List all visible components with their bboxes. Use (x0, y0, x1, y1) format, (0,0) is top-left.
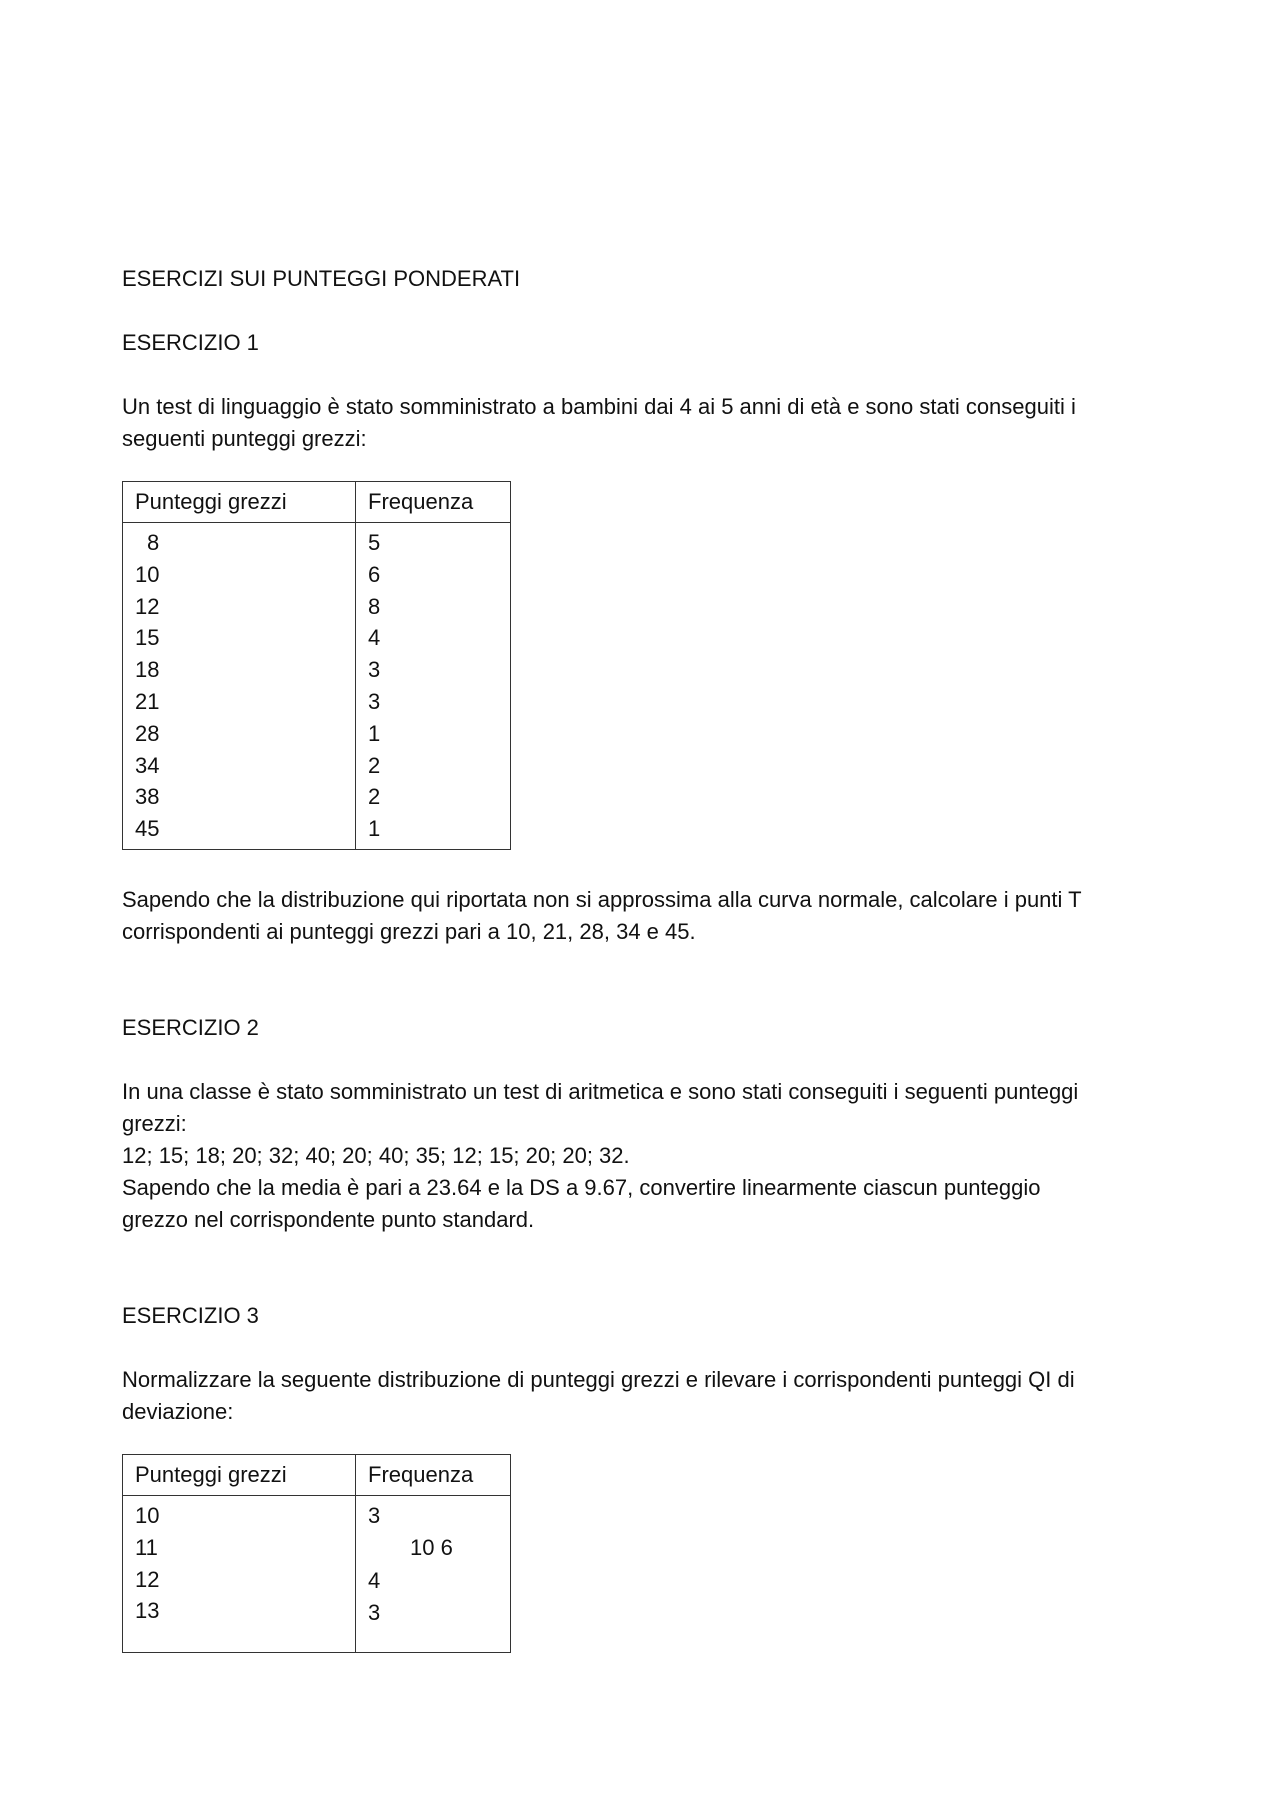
score-value: 34 (135, 752, 160, 778)
frequency-value: 10 6 (410, 1535, 453, 1561)
frequency-value: 3 (368, 688, 381, 714)
column-header-frequency: Frequenza (356, 482, 511, 523)
frequency-value: 2 (368, 784, 381, 810)
exercise-1-table (122, 481, 511, 850)
frequency-value: 5 (368, 530, 381, 555)
exercise-2-heading: ESERCIZIO 2 (122, 1014, 259, 1040)
score-value: 10 (135, 561, 160, 587)
exercise-1-intro-line-1: Un test di linguaggio è stato somministrato a bambini dai 4 ai 5 anni di età e sono stati conseguiti i (122, 394, 1076, 419)
table-header-row (123, 1454, 511, 1495)
table-body-row (123, 523, 511, 850)
exercise-1-heading: ESERCIZIO 1 (122, 330, 259, 355)
score-value: 10 (135, 1502, 160, 1528)
frequency-cell (356, 1495, 511, 1652)
exercise-2-line-2: grezzi: (122, 1110, 187, 1136)
frequency-value: 1 (368, 720, 381, 746)
score-value: 12 (135, 593, 160, 619)
frequency-value: 4 (368, 625, 381, 651)
score-value: 15 (135, 625, 160, 651)
exercise-3-heading: ESERCIZIO 3 (122, 1302, 259, 1328)
score-value: 13 (135, 1598, 160, 1624)
exercise-2-line-5: grezzo nel corrispondente punto standard. (122, 1206, 535, 1232)
frequency-value: 4 (368, 1567, 381, 1593)
exercise-1-question-line-2: corrispondenti ai punteggi grezzi pari a 10, 21, 28, 34 e 45. (122, 918, 696, 944)
document-page (122, 263, 1162, 1653)
frequency-value: 1 (368, 816, 381, 842)
column-header-scores: Punteggi grezzi (123, 1454, 356, 1495)
table-body-row (123, 1495, 511, 1652)
score-value: 18 (135, 657, 160, 683)
frequency-value: 2 (368, 752, 381, 778)
scores-cell (123, 523, 356, 850)
score-value: 38 (135, 784, 160, 810)
exercise-3-table (122, 1454, 511, 1653)
exercise-3-line-1: Normalizzare la seguente distribuzione di punteggi grezzi e rilevare i corrispondenti punteggi QI di (122, 1366, 1075, 1392)
table-header-row (123, 482, 511, 523)
exercise-1-question-line-1: Sapendo che la distribuzione qui riportata non si approssima alla curva normale, calcolare i punti T (122, 886, 1082, 912)
score-value: 45 (135, 816, 160, 842)
document-title: ESERCIZI SUI PUNTEGGI PONDERATI (122, 266, 521, 291)
exercise-1-intro-line-2: seguenti punteggi grezzi: (122, 426, 367, 451)
frequency-cell (356, 523, 511, 850)
column-header-scores: Punteggi grezzi (123, 482, 356, 523)
score-value: 12 (135, 1566, 160, 1592)
score-value: 8 (147, 530, 160, 555)
frequency-value: 3 (368, 1600, 381, 1626)
exercise-2-scores: 12; 15; 18; 20; 32; 40; 20; 40; 35; 12; 15; 20; 20; 32. (122, 1142, 630, 1168)
score-value: 11 (135, 1534, 158, 1560)
exercise-2-line-4: Sapendo che la media è pari a 23.64 e la DS a 9.67, convertire linearmente ciascun punteggio (122, 1174, 1041, 1200)
score-value: 28 (135, 720, 160, 746)
scores-cell (123, 1495, 356, 1652)
exercise-3-line-2: deviazione: (122, 1398, 234, 1424)
frequency-value: 6 (368, 561, 381, 587)
frequency-value: 3 (368, 1502, 381, 1528)
frequency-value: 8 (368, 593, 381, 619)
exercise-2-line-1: In una classe è stato somministrato un test di aritmetica e sono stati conseguiti i seguenti punteggi (122, 1078, 1079, 1104)
frequency-value: 3 (368, 657, 381, 683)
column-header-frequency: Frequenza (356, 1454, 511, 1495)
score-value: 21 (135, 688, 160, 714)
